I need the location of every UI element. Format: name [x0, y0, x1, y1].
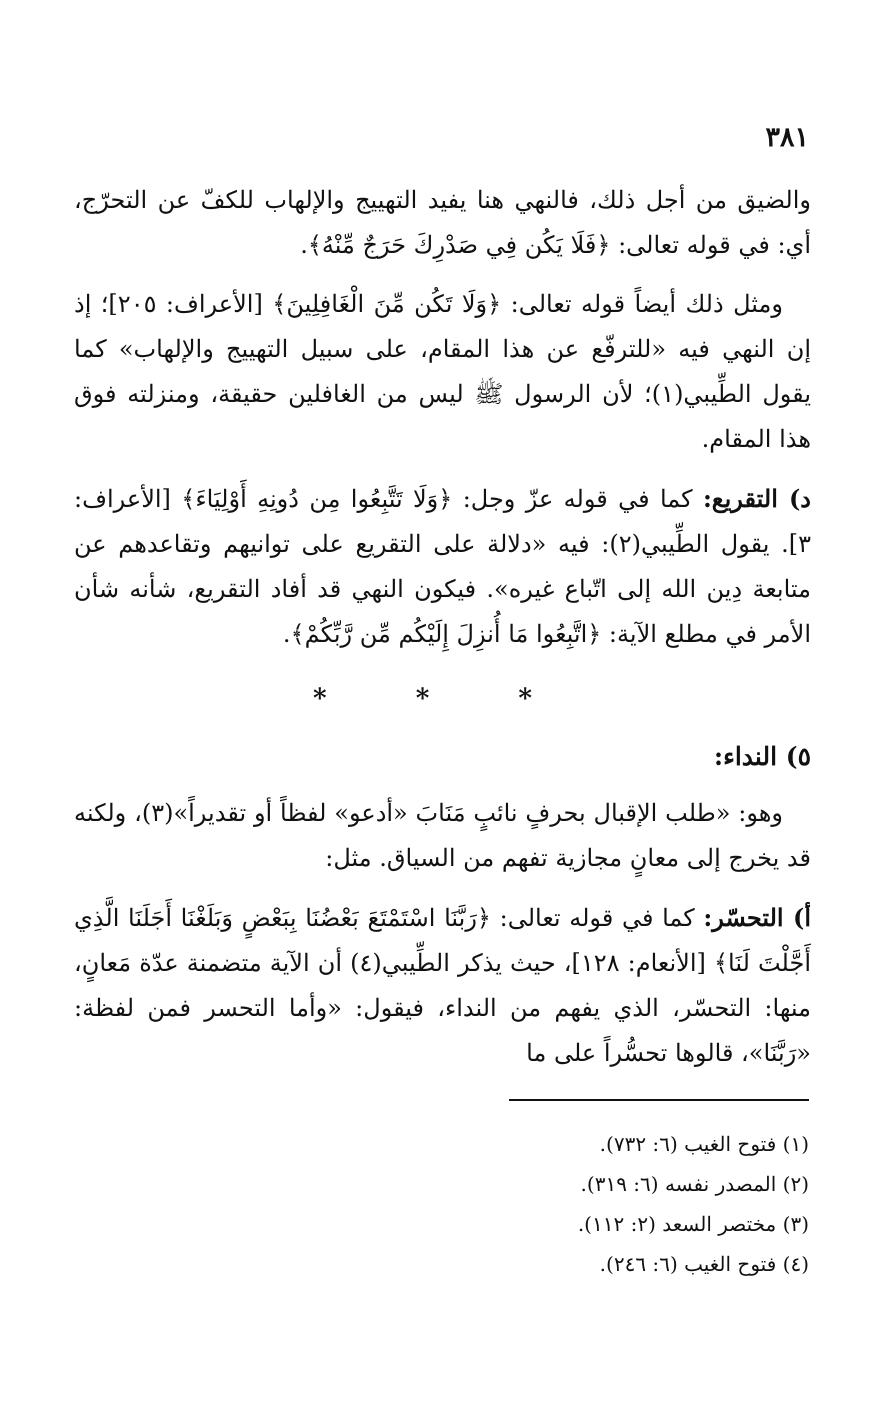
- section-title: ٥) النداء:: [713, 742, 811, 771]
- paragraph-2-text: ومثل ذلك أيضاً قوله تعالى: ﴿وَلَا تَكُن مِّنَ الْغَافِلِينَ﴾ [الأعراف: ٢٠٥]؛ إذ إن النهي فيه «للترفّع عن هذا المقام، على سبيل التهييج والإلهاب» كما يقول الطِّيبي(١)؛ لأن الرسول ﷺ ليس من الغافلين حقيقة، ومنزلته فوق هذا المقام.: [74, 290, 811, 453]
- paragraph-3-label: د) التقريع:: [702, 484, 811, 513]
- paragraph-1-text: والضيق من أجل ذلك، فالنهي هنا يفيد التهييج والإلهاب للكفّ عن التحرّج، أي: في قوله تعالى: ﴿فَلَا يَكُن فِي صَدْرِكَ حَرَجٌ مِّنْهُ﴾.: [74, 186, 811, 259]
- footnote-1: (١) فتوح الغيب (٦: ٧٣٢).: [599, 1132, 809, 1156]
- section-paragraph-2-label: أ) التحسّر:: [703, 903, 811, 932]
- body-text: [74, 178, 811, 1090]
- footnotes: [76, 1124, 809, 1284]
- page-number: ٣٨١: [765, 122, 809, 153]
- section-paragraph-1-text: وهو: «طلب الإقبال بحرفٍ نائبٍ مَنَابَ «أدعو» لفظاً أو تقديراً»(٣)، ولكنه قد يخرج إلى معانٍ مجازية تفهم من السياق. مثل:: [74, 799, 811, 872]
- section-paragraph-2: [74, 895, 811, 1076]
- section-separator: * * *: [313, 684, 572, 714]
- section-paragraph-1: [74, 791, 811, 881]
- paragraph-1: [74, 178, 811, 268]
- paragraph-3: [74, 476, 811, 657]
- paragraph-3-text: كما في قوله عزّ وجل: ﴿وَلَا تَتَّبِعُوا مِن دُونِهِ أَوْلِيَاءَ﴾ [الأعراف: ٣]. يقول الطِّيبي(٢): فيه «دلالة على التقريع على توانيهم وتقاعدهم عن متابعة دِين الله إلى اتّباع غيره». فيكون النهي قد أفاد التقريع، شأنه شأن الأمر في مطلع الآية: ﴿اتَّبِعُوا مَا أُنزِلَ إِلَيْكُم مِّن رَّبِّكُمْ﴾.: [74, 485, 811, 648]
- section-paragraph-2-text: كما في قوله تعالى: ﴿رَبَّنَا اسْتَمْتَعَ بَعْضُنَا بِبَعْضٍ وَبَلَغْنَا أَجَلَنَا الَّذِي أَجَّلْتَ لَنَا﴾ [الأنعام: ١٢٨]، حيث يذكر الطِّيبي(٤) أن الآية متضمنة عدّة مَعانٍ، منها: التحسّر، الذي يفهم من النداء، فيقول: «وأما التحسر فمن لفظة: «رَبَّنَا»، قالوها تحسُّراً على ما: [74, 904, 811, 1067]
- footnote-3: (٣) مختصر السعد (٢: ١١٢).: [577, 1212, 809, 1236]
- paragraph-2: [74, 282, 811, 462]
- footnote-4: (٤) فتوح الغيب (٦: ٢٤٦).: [599, 1252, 809, 1276]
- footnote-2: (٢) المصدر نفسه (٦: ٣١٩).: [580, 1172, 809, 1196]
- footnote-divider: [509, 1099, 809, 1101]
